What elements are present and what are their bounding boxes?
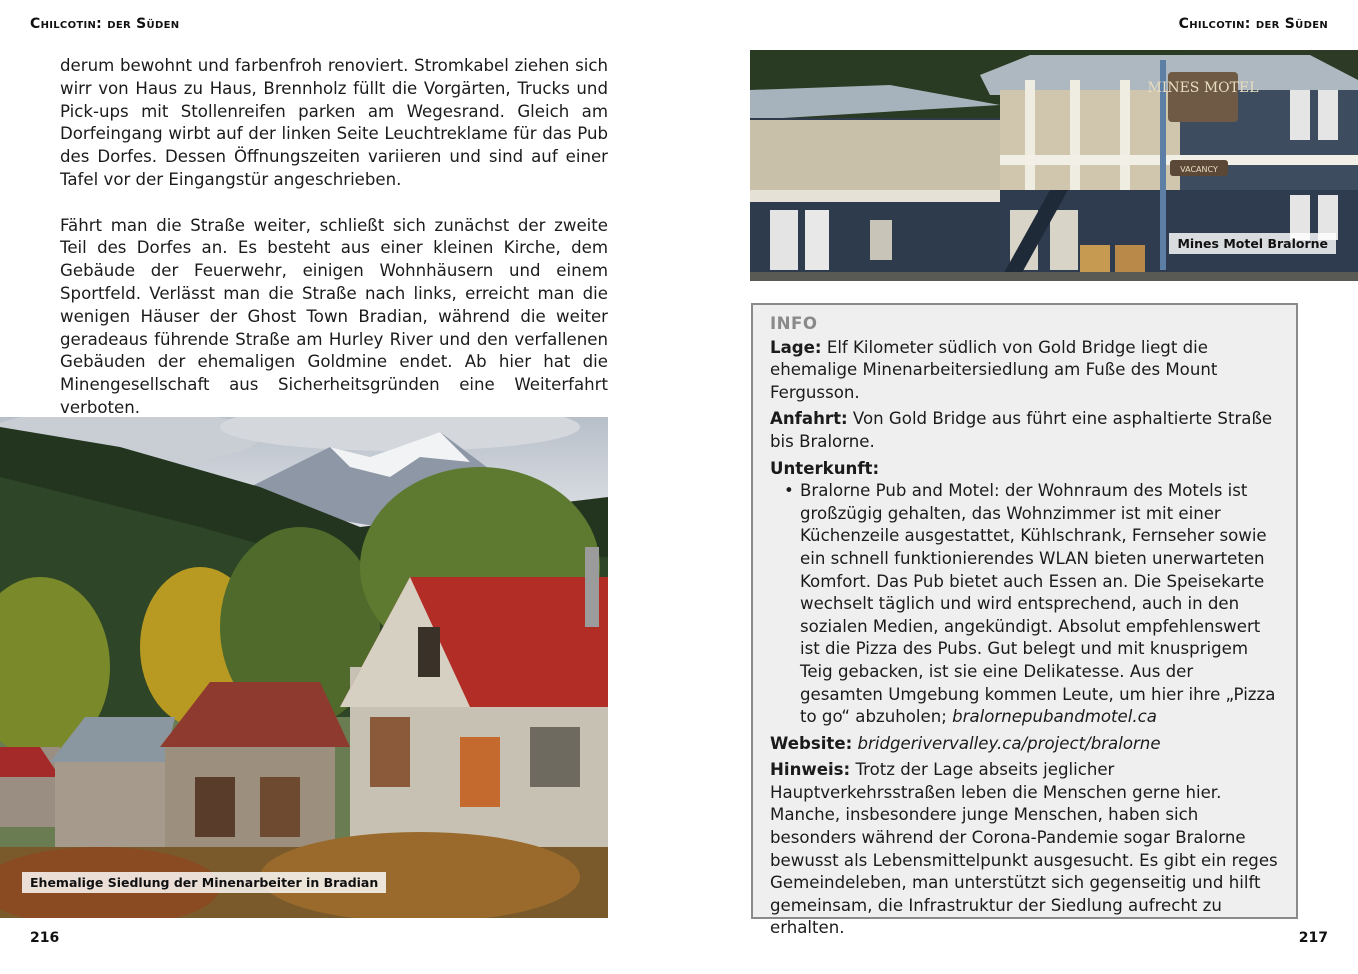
info-lage-label: Lage: (770, 337, 822, 357)
running-head-right: Chilcotin: der Süden (1178, 16, 1328, 32)
bradian-houses-illustration (0, 417, 608, 918)
unterkunft-list (770, 480, 1279, 729)
running-head-left: Chilcotin: der Süden (30, 16, 180, 32)
info-title: INFO (770, 314, 818, 333)
info-anfahrt (770, 408, 1279, 453)
right-page (679, 0, 1358, 974)
unterkunft-link[interactable]: bralornepubandmotel.ca (952, 707, 1157, 727)
info-lage (770, 337, 1279, 405)
page-number-left: 216 (30, 930, 60, 946)
info-unterkunft-label: Unterkunft: (770, 458, 880, 478)
page-number-right: 217 (1298, 930, 1328, 946)
bradian-photo-caption: Ehemalige Siedlung der Minenarbeiter in Bradian (22, 872, 386, 893)
info-anfahrt-text: Von Gold Bridge aus führt eine asphaltierte Straße bis Bralorne. (770, 409, 1273, 451)
paragraph-2: Fährt man die Straße weiter, schließt sich zunächst der zweite Teil des Dorfes an. Es besteht aus einer kleinen Kirche, dem Gebäude der Feuerwehr, einigen Wohnhäusern und einem Sportfeld. Verlässt man die Straße nach links, erreicht man die wenigen Häuser der Ghost Town Bradian, während die weiter geradeaus führende Straße am Hurley River und den verfallenen Gebäuden der ehemaligen Goldmine endet. Ab hier hat die Minengesellschaft aus Sicherheitsgründen eine Weiterfahrt verboten. (60, 215, 608, 417)
info-hinweis-text: Trotz der Lage abseits jeglicher Hauptverkehrsstraßen leben die Menschen gerne hier. Manche, insbesondere junge Menschen, haben sich besonders während der Corona-Pandemie sogar Bralorne bewusst als Lebensmittelpunkt ausgesucht. Es gibt ein reges Gemeindeleben, man unterstützt sich gegenseitig und hilft gemeinsam, die Infrastruktur der Siedlung aufrecht zu erhalten. (770, 760, 1278, 938)
info-box (751, 303, 1298, 938)
info-unterkunft (770, 458, 1279, 481)
mines-motel-caption: Mines Motel Bralorne (1169, 233, 1336, 254)
info-website (770, 733, 1279, 756)
info-anfahrt-label: Anfahrt: (770, 409, 848, 429)
bradian-photo (0, 417, 608, 918)
info-hinweis (770, 759, 1279, 940)
info-website-label: Website: (770, 733, 853, 753)
list-item (784, 480, 1279, 729)
vacancy-sign-text: VACANCY (1180, 165, 1218, 174)
motel-sign-text: MINES MOTEL (1147, 80, 1259, 96)
body-text (60, 55, 608, 443)
mines-motel-photo (750, 50, 1358, 281)
paragraph-1: derum bewohnt und farbenfroh renoviert. Stromkabel ziehen sich wirr von Haus zu Haus, Brennholz füllt die Vorgärten, Trucks und Pick-ups mit Stollenreifen parken am Wegesrand. Gleich am Dorfeingang wirbt auf der linken Seite Leuchtreklame für das Pub des Dorfes. Dessen Öffnungszeiten variieren und sind auf einer Tafel vor der Eingangstür angeschrieben. (60, 56, 608, 189)
info-lage-text: Elf Kilometer südlich von Gold Bridge liegt die ehemalige Minenarbeitersiedlung am Fuße des Mount Fergusson. (770, 337, 1218, 402)
website-link[interactable]: bridgerivervalley.ca/project/bralorne (857, 733, 1161, 753)
unterkunft-item-text: Bralorne Pub and Motel: der Wohnraum des Motels ist großzügig gehalten, das Wohnzimmer ist mit einer Küchenzeile ausgestattet, Kühlschrank, Fernseher sowie ein schnell funktionierendes WLAN bieten unerwarteten Komfort. Das Pub bietet auch Essen an. Die Speisekarte wechselt täglich und wird entsprechend, auch in den sozialen Medien, angekündigt. Absolut empfehlenswert ist die Pizza des Pubs. Gut belegt und mit knusprigem Teig gebacken, ist sie eine Delikatesse. Aus der gesamten Umgebung kommen Leute, um hier ihre „Pizza to go“ abzuholen; (800, 481, 1276, 727)
info-hinweis-label: Hinweis: (770, 760, 851, 780)
